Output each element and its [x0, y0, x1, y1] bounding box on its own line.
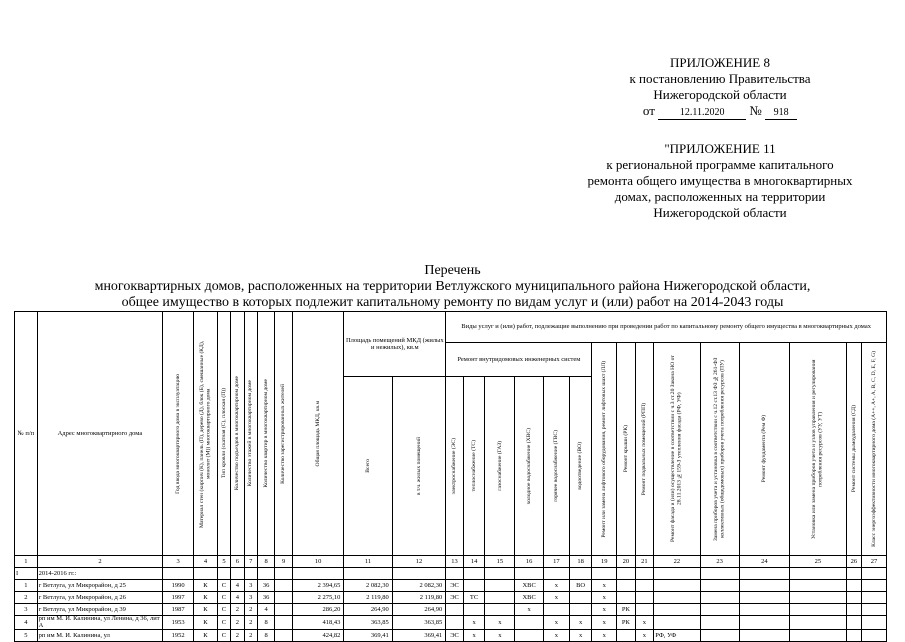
header-engineering: Ремонт внутридомовых инженерных систем [446, 343, 592, 377]
column-number: 18 [569, 556, 592, 568]
table-cell: К [194, 604, 218, 616]
table-cell [635, 604, 654, 616]
table-cell: ТС [463, 592, 485, 604]
table-cell: 2 394,65 [292, 580, 343, 592]
table-cell [700, 604, 739, 616]
column-number: 5 [217, 556, 230, 568]
table-body [15, 580, 887, 642]
table-cell [739, 604, 789, 616]
number-label: № [749, 103, 762, 118]
table-cell: х [592, 580, 617, 592]
column-number: 7 [244, 556, 257, 568]
table-cell [700, 616, 739, 630]
table-cell: 3 [244, 580, 257, 592]
table-cell [862, 604, 887, 616]
appendix-11-line2: ремонта общего имущества в многоквартирных [587, 173, 853, 188]
header-residential: в т.ч. жилых помещений [392, 377, 446, 556]
table-cell [485, 604, 515, 616]
column-number: 19 [592, 556, 617, 568]
houses-table [14, 311, 887, 642]
table-cell: х [485, 616, 515, 630]
doc-title-line3: общее имущество в которых подлежит капитальному ремонту по видам услуг и (или) работ на 2014-2043 годы [121, 295, 784, 310]
table-cell: 4 [257, 604, 275, 616]
appendix-11-line1: к региональной программе капитального [606, 157, 834, 172]
table-cell: ЭС [446, 580, 464, 592]
table-cell: С [217, 592, 230, 604]
table-cell [275, 616, 293, 630]
table-cell: 2 [231, 604, 244, 616]
header-entrances: Количество подъездов в многоквартирном доме [231, 312, 244, 556]
appendix-11-block [560, 141, 880, 221]
table-cell [463, 580, 485, 592]
table-cell [846, 604, 861, 616]
table-cell [544, 604, 570, 616]
table-cell: С [217, 630, 230, 642]
column-number: 12 [392, 556, 446, 568]
table-cell [862, 580, 887, 592]
table-cell [617, 580, 636, 592]
table-cell [790, 616, 847, 630]
header-services: Виды услуг и (или) работ, подлежащие выполнению при проведении работ по капитальному ремонту общего имущества в многоквартирных домах [446, 312, 887, 343]
section-label: 2014-2016 гг.: [37, 568, 163, 580]
table-cell [862, 616, 887, 630]
header-sd: Ремонт системы дымоудаления (СД) [846, 343, 861, 556]
table-cell: х [592, 604, 617, 616]
table-cell [790, 604, 847, 616]
decree-date: 12.11.2020 [658, 107, 746, 120]
table-cell: 2 [15, 592, 38, 604]
table-cell: 1997 [163, 592, 194, 604]
table-cell: 1 [15, 580, 38, 592]
table-cell: 2 082,30 [392, 580, 446, 592]
table-cell: К [194, 580, 218, 592]
table-cell [446, 616, 464, 630]
header-row-1 [15, 312, 887, 343]
table-cell: 1987 [163, 604, 194, 616]
table-cell: 1952 [163, 630, 194, 642]
table-cell: х [569, 616, 592, 630]
table-cell: 2 275,10 [292, 592, 343, 604]
table-row [15, 580, 887, 592]
column-number: 17 [544, 556, 570, 568]
table-cell: х [592, 592, 617, 604]
header-premises-area: Площадь помещений МКД (жилых и нежилых), кв.м [344, 312, 446, 377]
header-address: Адрес многоквартирного дома [37, 312, 163, 556]
column-number: 1 [15, 556, 38, 568]
column-number: 13 [446, 556, 464, 568]
table-cell [739, 592, 789, 604]
column-number: 21 [635, 556, 654, 568]
table-cell: 8 [257, 630, 275, 642]
table-cell: 36 [257, 580, 275, 592]
table-cell: К [194, 630, 218, 642]
header-rpp: Ремонт подвальных помещений (РПП) [635, 343, 654, 556]
table-cell: г Ветлуга, ул Микрорайон, д 26 [37, 592, 163, 604]
table-cell [463, 604, 485, 616]
table-cell [635, 592, 654, 604]
table-cell: 8 [257, 616, 275, 630]
table-row [15, 604, 887, 616]
table-cell: х [635, 630, 654, 642]
table-cell: 286,20 [292, 604, 343, 616]
header-foundation: Ремонт фундамента (Рем Ф) [739, 343, 789, 556]
table-cell: х [544, 616, 570, 630]
from-label: от [642, 103, 655, 118]
table-cell: 1990 [163, 580, 194, 592]
column-number: 26 [846, 556, 861, 568]
table-cell: К [194, 592, 218, 604]
table-cell: ЭС [446, 630, 464, 642]
table-cell: х [463, 630, 485, 642]
header-energy: Класс энергоэффективности многоквартирного дома (A++, A+, A, B, C, D, E, F, G) [862, 343, 887, 556]
table-cell [846, 580, 861, 592]
table-cell [739, 580, 789, 592]
table-cell: х [592, 630, 617, 642]
header-hvs: холодное водоснабжение (ХВС) [515, 377, 544, 556]
column-number: 2 [37, 556, 163, 568]
table-cell [617, 592, 636, 604]
header-walls: Материал стен (кирпич (К), панель (П), дерево (Д), блок (Б), смешанные (КД), монолит (М)) многоквартирного дома [194, 312, 218, 556]
header-total-area: Общая площадь МКД, кв.м [292, 312, 343, 556]
table-cell: рп им М. И. Калинина, ул [37, 630, 163, 642]
column-number: 8 [257, 556, 275, 568]
column-number: 16 [515, 556, 544, 568]
table-cell: РФ, УФ [654, 630, 700, 642]
table-cell: х [544, 592, 570, 604]
table-cell: 264,90 [344, 604, 392, 616]
table-cell [275, 580, 293, 592]
table-cell: 3 [15, 604, 38, 616]
table-cell [846, 592, 861, 604]
header-year: Год ввода многоквартирного дома в эксплуатацию [163, 312, 194, 556]
header-facade: Ремонт фасада и (или) осуществление в соответствии с ч.3 ст.20 Закона НО от 28.11.2013 №159-З утепления фасада (РФ, УФ) [654, 343, 700, 556]
header-meters: Замена приборов учета и установка в соответствии с ч.12 ст.13 ФЗ №261-ФЗ коллективных (общедомовых) приборов учета потребления ресурсов (ПУ) [700, 343, 739, 556]
header-gaz: газоснабжение (ГАЗ) [485, 377, 515, 556]
table-cell [654, 604, 700, 616]
table-cell: 418,43 [292, 616, 343, 630]
table-cell: ЭС [446, 592, 464, 604]
column-number: 25 [790, 556, 847, 568]
table-cell: ХВС [515, 580, 544, 592]
table-cell: 2 119,80 [344, 592, 392, 604]
appendix-8-line1: к постановлению Правительства [629, 71, 811, 86]
table-cell: 369,41 [344, 630, 392, 642]
column-number: 27 [862, 556, 887, 568]
table-cell: 2 [244, 604, 257, 616]
table-cell: х [569, 630, 592, 642]
section-row [15, 568, 887, 580]
table-cell: 363,85 [392, 616, 446, 630]
appendix-8-line2: Нижегородской области [653, 87, 787, 102]
table-cell [485, 580, 515, 592]
table-cell: 2 [244, 616, 257, 630]
table-cell [739, 616, 789, 630]
header-num: № п/п [15, 312, 38, 556]
header-es: электроснабжение (ЭС) [446, 377, 464, 556]
table-cell: г Ветлуга, ул Микрорайон, д 25 [37, 580, 163, 592]
table-cell [275, 592, 293, 604]
table-cell: 2 [244, 630, 257, 642]
table-cell [485, 592, 515, 604]
table-cell: С [217, 616, 230, 630]
table-cell: 1953 [163, 616, 194, 630]
section-roman: I [15, 568, 38, 580]
table-cell [569, 592, 592, 604]
table-cell: х [515, 604, 544, 616]
table-cell: 369,41 [392, 630, 446, 642]
table-cell: 264,90 [392, 604, 446, 616]
appendix-8-date-line [560, 103, 880, 120]
table-cell: х [592, 616, 617, 630]
column-number: 20 [617, 556, 636, 568]
table-row [15, 616, 887, 630]
column-number: 10 [292, 556, 343, 568]
table-cell: ХВС [515, 592, 544, 604]
column-number: 23 [700, 556, 739, 568]
table-cell [654, 580, 700, 592]
column-number: 9 [275, 556, 293, 568]
table-cell: 4 [15, 616, 38, 630]
table-cell [862, 592, 887, 604]
appendix-11-line4: Нижегородской области [653, 205, 787, 220]
header-gvs: горячее водоснабжение (ГВС) [544, 377, 570, 556]
table-cell: 5 [15, 630, 38, 642]
header-total: Всего [344, 377, 392, 556]
header-ts: теплоснабжение (ТС) [463, 377, 485, 556]
table-cell [700, 580, 739, 592]
appendix-8-block [560, 55, 880, 120]
table-cell: х [544, 630, 570, 642]
table-cell [515, 616, 544, 630]
table-cell: х [463, 616, 485, 630]
table-cell [654, 616, 700, 630]
doc-title-line1: Перечень [424, 263, 481, 278]
column-number: 14 [463, 556, 485, 568]
column-number: 11 [344, 556, 392, 568]
column-number: 22 [654, 556, 700, 568]
table-cell: 4 [231, 580, 244, 592]
table-cell: 2 082,30 [344, 580, 392, 592]
table-cell: 2 119,80 [392, 592, 446, 604]
table-cell [275, 604, 293, 616]
column-number: 3 [163, 556, 194, 568]
table-cell [790, 580, 847, 592]
table-cell [790, 592, 847, 604]
header-apartments: Количество квартир в многоквартирном доме [257, 312, 275, 556]
decree-number: 918 [765, 107, 797, 120]
table-cell: рп им М. И. Калинина, ул Ленина, д 36, лит А [37, 616, 163, 630]
table-cell: С [217, 604, 230, 616]
header-floors: Количество этажей в многоквартирном доме [244, 312, 257, 556]
table-cell: 2 [231, 630, 244, 642]
table-cell: х [635, 616, 654, 630]
table-cell: РК [617, 604, 636, 616]
header-roof: Тип кровли (скатная (С), плоская (П)) [217, 312, 230, 556]
table-cell: РК [617, 616, 636, 630]
table-cell [846, 616, 861, 630]
table-cell: 424,82 [292, 630, 343, 642]
table-cell: г Ветлуга, ул Микрорайон, д 39 [37, 604, 163, 616]
table-cell: х [485, 630, 515, 642]
table-cell: 2 [231, 616, 244, 630]
column-number: 4 [194, 556, 218, 568]
table-cell: 36 [257, 592, 275, 604]
table-cell: ВО [569, 580, 592, 592]
table-cell: К [194, 616, 218, 630]
header-vo: водоотведение (ВО) [569, 377, 592, 556]
table-cell [654, 592, 700, 604]
header-residents: Количество зарегистрированных жителей [275, 312, 293, 556]
table-cell: 363,85 [344, 616, 392, 630]
table-row [15, 592, 887, 604]
table-cell: 4 [231, 592, 244, 604]
header-lift: Ремонт или замена лифтового оборудования, ремонт лифтовых шахт (ЛЛ) [592, 343, 617, 556]
table-cell: 3 [244, 592, 257, 604]
column-number: 24 [739, 556, 789, 568]
table-cell: С [217, 580, 230, 592]
header-rk: Ремонт крыши (РК) [617, 343, 636, 556]
table-cell [569, 604, 592, 616]
table-cell: х [544, 580, 570, 592]
appendix-11-line3: домах, расположенных на территории [614, 189, 826, 204]
column-number: 6 [231, 556, 244, 568]
doc-title-line2: многоквартирных домов, расположенных на территории Ветлужского муниципального района Нижегородской области, [94, 279, 811, 294]
appendix-11-title: "ПРИЛОЖЕНИЕ 11 [664, 141, 776, 156]
header-nodes: Установка или замена приборов учета и узлов управления и регулирования потребления ресурсов (УУ, УТ) [790, 343, 847, 556]
appendix-8-title: ПРИЛОЖЕНИЕ 8 [670, 55, 770, 70]
table-cell [700, 592, 739, 604]
table-cell [635, 580, 654, 592]
column-number: 15 [485, 556, 515, 568]
column-numbers-row [15, 556, 887, 568]
table-cell [446, 604, 464, 616]
